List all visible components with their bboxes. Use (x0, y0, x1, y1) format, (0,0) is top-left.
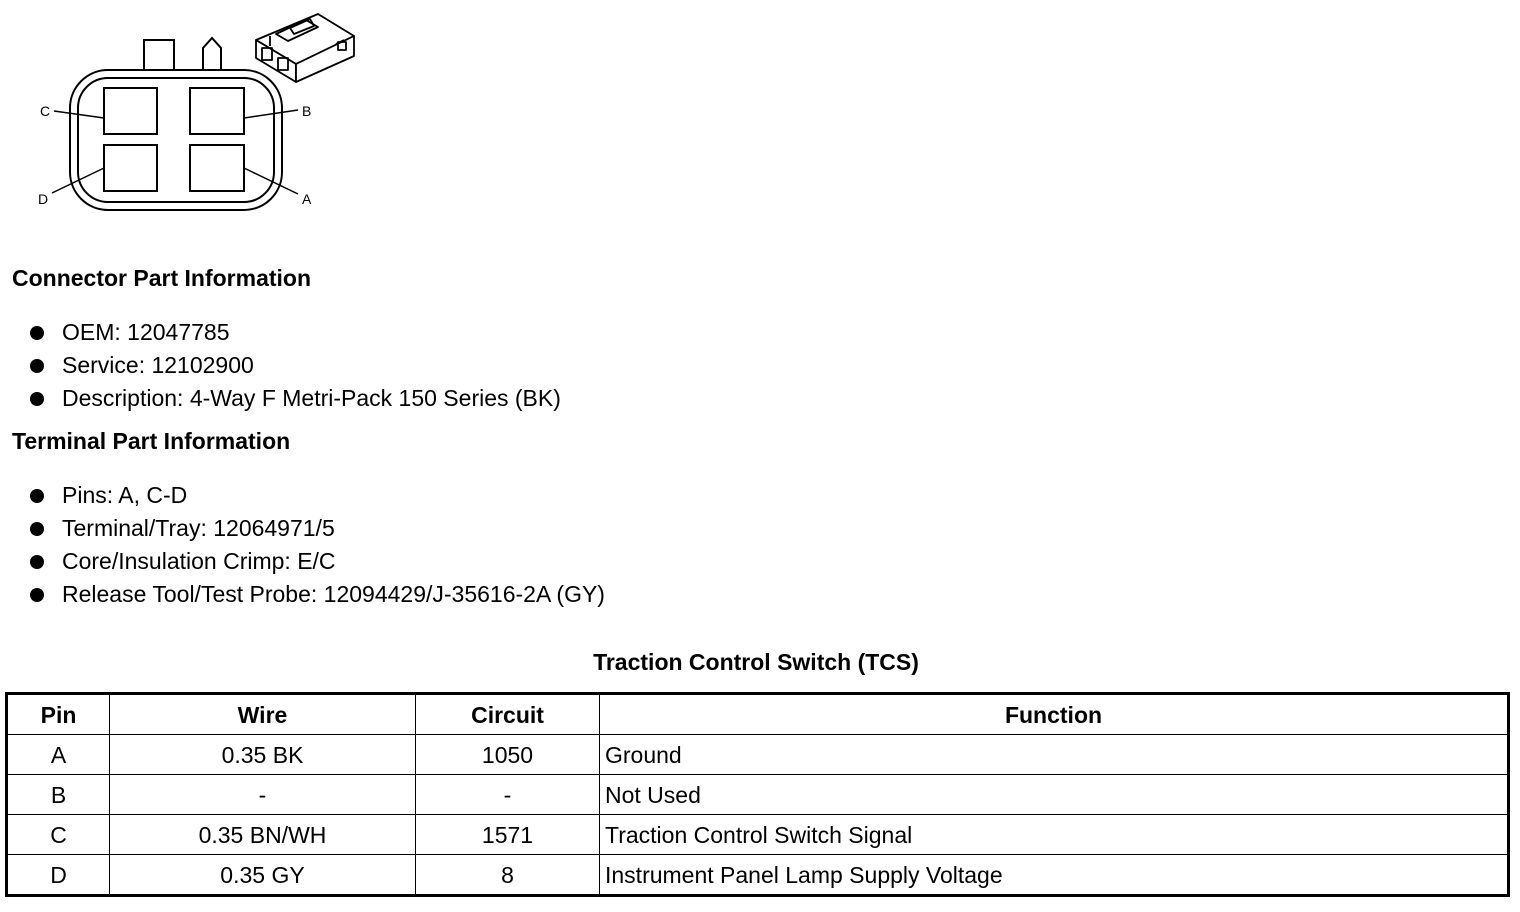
table-header-row (7, 694, 1509, 735)
pin-label-b: B (302, 103, 312, 119)
table-row (7, 815, 1509, 855)
pin-label-a: A (302, 191, 312, 207)
connector-body (70, 70, 282, 210)
list-item: Pins: A, C-D (30, 479, 605, 512)
cell-pin: B (7, 775, 110, 815)
list-item: Description: 4-Way F Metri-Pack 150 Series (BK) (30, 382, 561, 415)
cell-circuit: 1050 (416, 735, 600, 775)
list-item: Release Tool/Test Probe: 12094429/J-35616-2A (GY) (30, 578, 605, 611)
list-item: Service: 12102900 (30, 349, 561, 382)
connector-latch-tab (144, 40, 174, 73)
terminal-info-list (30, 479, 605, 611)
cell-circuit: - (416, 775, 600, 815)
cell-circuit: 1571 (416, 815, 600, 855)
table-title: Traction Control Switch (TCS) (593, 649, 919, 675)
cell-wire: 0.35 BN/WH (110, 815, 416, 855)
header-wire: Wire (110, 694, 416, 735)
cell-function: Instrument Panel Lamp Supply Voltage (600, 855, 1509, 896)
header-function: Function (600, 694, 1509, 735)
list-item: Core/Insulation Crimp: E/C (30, 545, 605, 578)
cell-circuit: 8 (416, 855, 600, 896)
pin-table (5, 692, 1510, 897)
table-row (7, 775, 1509, 815)
cell-pin: D (7, 855, 110, 896)
pin-label-d: D (38, 191, 49, 207)
connector-isometric-icon (256, 14, 354, 82)
terminal-info-heading: Terminal Part Information (12, 428, 291, 454)
header-pin: Pin (7, 694, 110, 735)
table-row (7, 855, 1509, 896)
cell-pin: C (7, 815, 110, 855)
cell-wire: 0.35 GY (110, 855, 416, 896)
list-item: OEM: 12047785 (30, 316, 561, 349)
cell-function: Ground (600, 735, 1509, 775)
header-circuit: Circuit (416, 694, 600, 735)
pin-label-c: C (40, 103, 51, 119)
cell-wire: 0.35 BK (110, 735, 416, 775)
cell-pin: A (7, 735, 110, 775)
connector-info-heading: Connector Part Information (12, 265, 312, 291)
cell-wire: - (110, 775, 416, 815)
list-item: Terminal/Tray: 12064971/5 (30, 512, 605, 545)
connector-diagram (0, 0, 380, 220)
cell-function: Traction Control Switch Signal (600, 815, 1509, 855)
cell-function: Not Used (600, 775, 1509, 815)
table-row (7, 735, 1509, 775)
connector-info-list (30, 316, 561, 415)
